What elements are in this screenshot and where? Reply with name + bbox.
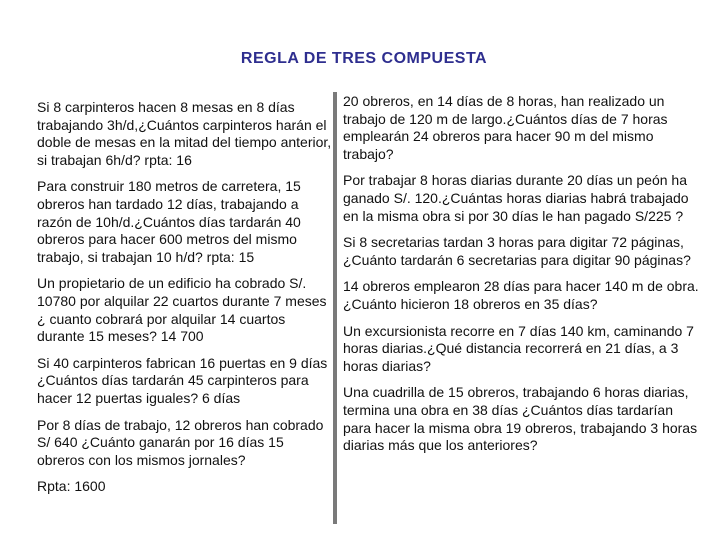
right-column xyxy=(343,93,703,464)
problem-text: Para construir 180 metros de carretera, 15 obreros han tardado 12 días, trabajando a razón de 10h/d.¿Cuántos días tardarán 40 obreros para hacer 600 metros del mismo trabajo, si trabajan 10 h/d? rpta: 15 xyxy=(37,178,301,265)
problem-text: Un excursionista recorre en 7 días 140 km, caminando 7 horas diarias.¿Qué distancia recorrerá en 21 días, a 3 horas diarias? xyxy=(343,322,694,374)
problem-text: Si 40 carpinteros fabrican 16 puertas en 9 días ¿Cuántos días tardarán 45 carpinteros para hacer 12 puertas iguales? 6 días xyxy=(37,354,328,406)
problem-text: 20 obreros, en 14 días de 8 horas, han realizado un trabajo de 120 m de largo.¿Cuántos días de 7 horas emplearán 24 obreros para hacer 90 m del mismo trabajo? xyxy=(343,93,668,162)
answer-text: Rpta: 1600 xyxy=(37,478,106,495)
problem-text: Una cuadrilla de 15 obreros, trabajando 6 horas diarias, termina una obra en 38 días ¿Cuántos días tardarían para hacer la misma obra 19 obreros, trabajando 3 horas diarias más que los anteriores? xyxy=(343,384,698,454)
left-column xyxy=(37,99,332,505)
problem-text: Por 8 días de trabajo, 12 obreros han cobrado S/ 640 ¿Cuánto ganarán por 16 días 15 obreros con los mismos jornales? xyxy=(37,416,324,468)
problem-text: Un propietario de un edificio ha cobrado S/. 10780 por alquilar 22 cuartos durante 7 meses ¿ cuanto cobrará por alquilar 14 cuartos durante 15 meses? 14 700 xyxy=(37,275,327,345)
problem-text: Si 8 secretarias tardan 3 horas para digitar 72 páginas,¿Cuánto tardarán 6 secretarias para digitar 90 páginas? xyxy=(343,234,691,268)
column-divider xyxy=(333,92,337,524)
page-title: REGLA DE TRES COMPUESTA xyxy=(240,50,488,67)
problem-text: 14 obreros emplearon 28 días para hacer 140 m de obra.¿Cuánto hicieron 18 obreros en 35 días? xyxy=(343,278,699,312)
problem-text: Por trabajar 8 horas diarias durante 20 días un peón ha ganado S/. 120.¿Cuántas horas diarias habrá trabajado en la misma obra si por 30 días le han pagado S/225 ? xyxy=(343,172,689,224)
problem-text: Si 8 carpinteros hacen 8 mesas en 8 días trabajando 3h/d,¿Cuántos carpinteros harán el doble de mesas en la mitad del tiempo anterior, si trabajan 6h/d? rpta: 16 xyxy=(37,99,332,168)
